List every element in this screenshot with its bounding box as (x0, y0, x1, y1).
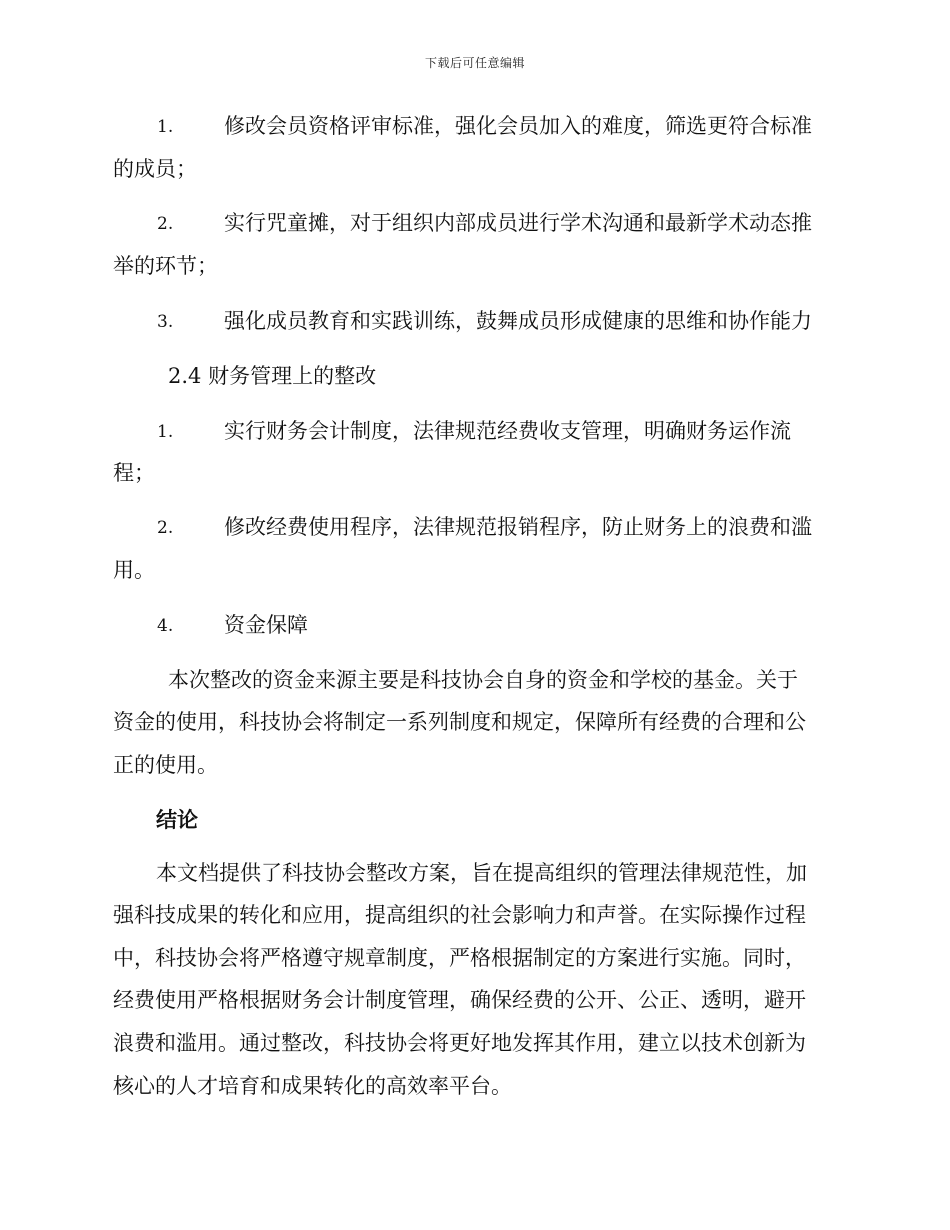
list-item-text: 强化成员教育和实践训练，鼓舞成员形成健康的思维和协作能力 (224, 309, 812, 333)
page-header: 下载后可任意编辑 (424, 56, 525, 70)
list-number: 2. (157, 518, 174, 538)
paragraph-line: 本次整改的资金来源主要是科技协会自身的资金和学校的基金。关于 (168, 668, 798, 692)
list-item-text: 实行咒童摊，对于组织内部成员进行学术沟通和最新学术动态推 (224, 211, 812, 235)
paragraph-line: 浪费和滥用。通过整改，科技协会将更好地发挥其作用，建立以技术创新为 (113, 1031, 806, 1055)
paragraph-line: 本文档提供了科技协会整改方案，旨在提高组织的管理法律规范性，加 (156, 861, 807, 885)
list-item-text: 修改会员资格评审标准，强化会员加入的难度，筛选更符合标准 (224, 114, 812, 138)
list-item-text-continued: 的成员； (113, 157, 197, 181)
list-item-text: 实行财务会计制度，法律规范经费收支管理，明确财务运作流 (224, 419, 791, 443)
list-number: 3. (157, 312, 174, 332)
list-number: 1. (157, 422, 174, 442)
list-number: 2. (157, 214, 174, 234)
paragraph-line: 资金的使用，科技协会将制定一系列制度和规定，保障所有经费的合理和公 (113, 710, 806, 734)
paragraph-line: 核心的人才培育和成果转化的高效率平台。 (113, 1074, 512, 1098)
paragraph-line: 经费使用严格根据财务会计制度管理，确保经费的公开、公正、透明，避开 (113, 988, 806, 1012)
list-item-text-continued: 程； (113, 461, 155, 485)
section-heading: 2.4 财务管理上的整改 (168, 364, 377, 388)
section-heading: 资金保障 (224, 613, 308, 637)
list-item-text-continued: 举的环节； (113, 254, 218, 278)
list-item-text: 修改经费使用程序，法律规范报销程序，防止财务上的浪费和滥 (224, 515, 812, 539)
list-number: 4. (157, 616, 174, 636)
paragraph-line: 强科技成果的转化和应用，提高组织的社会影响力和声誉。在实际操作过程 (113, 903, 806, 927)
paragraph-line: 中，科技协会将严格遵守规章制度，严格根据制定的方案进行实施。同时， (113, 946, 806, 970)
list-item-text-continued: 用。 (113, 558, 155, 582)
list-number: 1. (157, 117, 174, 137)
paragraph-line: 正的使用。 (113, 753, 218, 777)
conclusion-heading: 结论 (156, 807, 198, 832)
